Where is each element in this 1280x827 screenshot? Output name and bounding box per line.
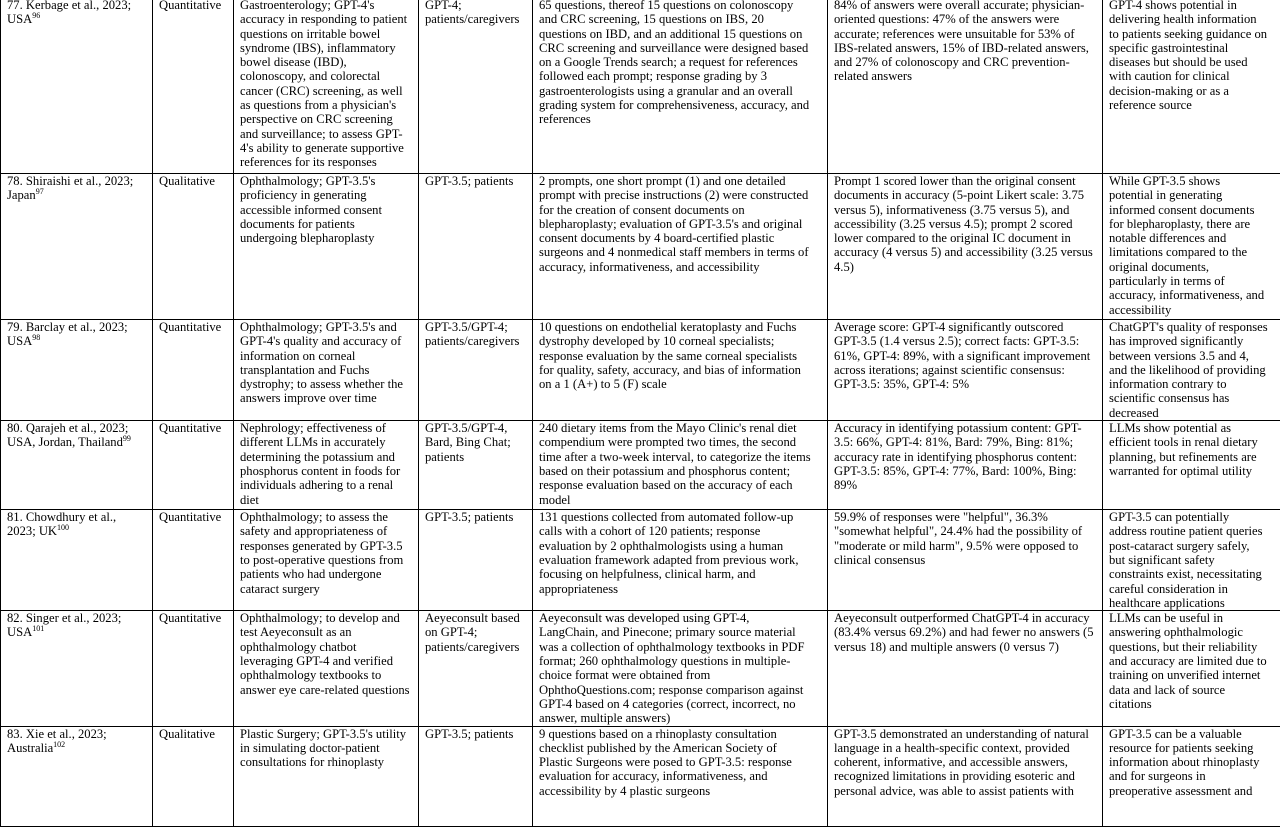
methods-text: 2 prompts, one short prompt (1) and one detailed prompt with precise instructions (2) were constructed for the creation of consent documents on blepharoplasty; evaluation of GPT-3.5's and original consent documents by 4 board-certified plastic surgeons and 4 nonmedical staff members in terms of accuracy, informativeness, and accessibility	[539, 174, 823, 274]
study-text	[7, 727, 148, 756]
methods-cell	[533, 726, 828, 826]
aim-cell	[234, 0, 419, 174]
model-users: GPT-3.5; patients	[425, 174, 528, 188]
table-row	[1, 421, 1280, 510]
type-cell	[153, 510, 234, 611]
study-type: Quantitative	[159, 611, 229, 625]
results-text: GPT-3.5 demonstrated an understanding of natural language in a health-specific context, provided coherent, informative, and accessible answers, recognized limitations in providing esoteric and personal advice, was able to assist patients with	[834, 727, 1098, 798]
table-row	[1, 726, 1280, 826]
study-cell	[1, 611, 153, 726]
study-text	[7, 0, 148, 27]
study-aim: Ophthalmology; to develop and test Aeyeconsult as an ophthalmology chatbot leveraging GPT-4 and verified ophthalmology textbooks to answer eye care-related questions	[240, 611, 414, 697]
study-aim: Ophthalmology; GPT-3.5's and GPT-4's quality and accuracy of information on corneal transplantation and Fuchs dystrophy; to assess whether the answers improve over time	[240, 320, 414, 406]
methods-text: 10 questions on endothelial keratoplasty and Fuchs dystrophy developed by 10 corneal specialists; response evaluation by the same corneal specialists for quality, safety, accuracy, and bias of information on a 1 (A+) to 5 (F) scale	[539, 320, 823, 391]
methods-cell	[533, 421, 828, 510]
table-row	[1, 0, 1280, 174]
results-text: Aeyeconsult outperformed ChatGPT-4 in accuracy (83.4% versus 69.2%) and had fewer no answers (5 versus 18) and multiple answers (0 versus 7)	[834, 611, 1098, 654]
methods-text: 65 questions, thereof 15 questions on colonoscopy and CRC screening, 15 questions on IBS, 20 questions on IBD, and an additional 15 questions on CRC screening and surveillance were designed based on a Google Trends search; a request for references followed each prompt; response grading by 3 gastroenterologists using a granular and an overall grading system for comprehensiveness, accuracy, and references	[539, 0, 823, 127]
model-cell	[419, 0, 533, 174]
table-row	[1, 510, 1280, 611]
results-cell	[828, 0, 1103, 174]
conclusion-text: GPT-3.5 can be a valuable resource for patients seeking information about rhinoplasty and for surgeons in preoperative assessment and	[1109, 727, 1276, 798]
reference-number: 99	[123, 434, 131, 443]
methods-cell	[533, 320, 828, 421]
study-type: Quantitative	[159, 421, 229, 435]
results-cell	[828, 510, 1103, 611]
model-cell	[419, 421, 533, 510]
study-label: 81. Chowdhury et al., 2023; UK	[7, 510, 116, 538]
methods-text: Aeyeconsult was developed using GPT-4, LangChain, and Pinecone; primary source material was a collection of ophthalmology textbooks in PDF format; 260 ophthalmology questions in multiple- choice format were obtained from OphthoQuestions.com; response comparison against GPT-4 based on 4 categories (correct, incorrect, no answer, multiple answers)	[539, 611, 823, 725]
methods-cell	[533, 510, 828, 611]
model-users: GPT-3.5; patients	[425, 727, 528, 741]
study-text	[7, 320, 148, 349]
study-label: 80. Qarajeh et al., 2023; USA, Jordan, Thailand	[7, 421, 128, 449]
methods-text: 240 dietary items from the Mayo Clinic's renal diet compendium were prompted two times, the second time after a two-week interval, to categorize the items based on their potassium and phosphorus content; response evaluation based on the accuracy of each model	[539, 421, 823, 507]
results-text: Accuracy in identifying potassium content: GPT- 3.5: 66%, GPT-4: 81%, Bard: 79%, Bing: 81%; accuracy rate in identifying phosphorus content: GPT-3.5: 85%, GPT-4: 77%, Bard: 100%, Bing: 89%	[834, 421, 1098, 492]
aim-cell	[234, 174, 419, 320]
reference-number: 102	[53, 740, 65, 749]
model-users: GPT-4; patients/caregivers	[425, 0, 528, 27]
study-type: Quantitative	[159, 0, 229, 12]
conclusion-cell	[1103, 0, 1280, 174]
aim-cell	[234, 421, 419, 510]
study-label: 82. Singer et al., 2023; USA	[7, 611, 121, 639]
study-label: 78. Shiraishi et al., 2023; Japan	[7, 174, 133, 202]
study-label: 79. Barclay et al., 2023; USA	[7, 320, 128, 348]
conclusion-cell	[1103, 611, 1280, 726]
study-type: Qualitative	[159, 727, 229, 741]
study-text	[7, 421, 148, 450]
table-row	[1, 174, 1280, 320]
study-text	[7, 611, 148, 640]
study-cell	[1, 0, 153, 174]
type-cell	[153, 421, 234, 510]
conclusion-text: ChatGPT's quality of responses has improved significantly between versions 3.5 and 4, and the likelihood of providing information contrary to scientific consensus has decreased	[1109, 320, 1276, 420]
results-text: Average score: GPT-4 significantly outscored GPT-3.5 (1.4 versus 2.5); correct facts: GPT-3.5: 61%, GPT-4: 89%, with a significant improvement across iterations; against scientific consensus: GPT-3.5: 35%, GPT-4: 5%	[834, 320, 1098, 391]
reference-number: 100	[57, 523, 69, 532]
study-aim: Nephrology; effectiveness of different LLMs in accurately determining the potassium and phosphorus content in foods for individuals adhering to a renal diet	[240, 421, 414, 507]
reference-number: 101	[32, 624, 44, 633]
conclusion-text: LLMs can be useful in answering ophthalmologic questions, but their reliability and accuracy are limited due to training on unverified internet data and lack of source citations	[1109, 611, 1276, 711]
model-cell	[419, 611, 533, 726]
study-label: 83. Xie et al., 2023; Australia	[7, 727, 107, 755]
conclusion-cell	[1103, 174, 1280, 320]
results-text: 59.9% of responses were "helpful", 36.3% "somewhat helpful", 24.4% had the possibility of "moderate or mild harm", 9.5% were opposed to clinical consensus	[834, 510, 1098, 567]
model-cell	[419, 726, 533, 826]
study-aim: Ophthalmology; to assess the safety and appropriateness of responses generated by GPT-3.5 to post-operative questions from patients who had undergone cataract surgery	[240, 510, 414, 596]
conclusion-cell	[1103, 421, 1280, 510]
study-label: 77. Kerbage et al., 2023; USA	[7, 0, 131, 26]
type-cell	[153, 174, 234, 320]
conclusion-text: LLMs show potential as efficient tools in renal dietary planning, but refinements are warranted for optimal utility	[1109, 421, 1276, 478]
study-cell	[1, 510, 153, 611]
results-cell	[828, 174, 1103, 320]
study-cell	[1, 421, 153, 510]
study-aim: Plastic Surgery; GPT-3.5's utility in simulating doctor-patient consultations for rhinoplasty	[240, 727, 414, 770]
type-cell	[153, 320, 234, 421]
methods-cell	[533, 611, 828, 726]
model-users: GPT-3.5; patients	[425, 510, 528, 524]
model-users: GPT-3.5/GPT-4, Bard, Bing Chat; patients	[425, 421, 528, 464]
table-row	[1, 611, 1280, 726]
conclusion-text: GPT-3.5 can potentially address routine patient queries post-cataract surgery safely, but significant safety constraints exist, necessitating careful consideration in healthcare applications	[1109, 510, 1276, 610]
reference-number: 96	[32, 11, 40, 20]
methods-cell	[533, 174, 828, 320]
conclusion-cell	[1103, 320, 1280, 421]
results-cell	[828, 726, 1103, 826]
conclusion-text: GPT-4 shows potential in delivering health information to patients seeking guidance on specific gastrointestinal diseases but should be used with caution for clinical decision-making or as a reference source	[1109, 0, 1276, 112]
study-type: Quantitative	[159, 320, 229, 334]
type-cell	[153, 611, 234, 726]
results-text: 84% of answers were overall accurate; physician- oriented questions: 47% of the answers were accurate; references were unsuitable for 53% of IBS-related answers, 15% of IBD-related answers, and 27% of colonoscopy and CRC prevention- related answers	[834, 0, 1098, 84]
reference-number: 98	[32, 333, 40, 342]
model-cell	[419, 174, 533, 320]
aim-cell	[234, 726, 419, 826]
reference-number: 97	[36, 187, 44, 196]
results-cell	[828, 421, 1103, 510]
study-text	[7, 174, 148, 203]
conclusion-text: While GPT-3.5 shows potential in generating informed consent documents for blepharoplasty, there are notable differences and limitations compared to the original documents, particularly in terms of accuracy, informativeness, and accessibility	[1109, 174, 1276, 317]
conclusion-cell	[1103, 726, 1280, 826]
study-aim: Gastroenterology; GPT-4's accuracy in responding to patient questions on irritable bowel syndrome (IBS), inflammatory bowel disease (IBD), colonoscopy, and colorectal cancer (CRC) screening, as well as questions from a physician's perspective on CRC screening and surveillance; to assess GPT- 4's ability to generate supportive references for its responses	[240, 0, 414, 170]
aim-cell	[234, 611, 419, 726]
model-cell	[419, 510, 533, 611]
model-users: Aeyeconsult based on GPT-4; patients/caregivers	[425, 611, 528, 654]
study-text	[7, 510, 148, 539]
aim-cell	[234, 320, 419, 421]
study-type: Qualitative	[159, 174, 229, 188]
methods-text: 9 questions based on a rhinoplasty consultation checklist published by the American Society of Plastic Surgeons were posed to GPT-3.5: response evaluation for accuracy, informativeness, and accessibility by 4 plastic surgeons	[539, 727, 823, 798]
results-cell	[828, 320, 1103, 421]
study-type: Quantitative	[159, 510, 229, 524]
model-users: GPT-3.5/GPT-4; patients/caregivers	[425, 320, 528, 349]
methods-cell	[533, 0, 828, 174]
aim-cell	[234, 510, 419, 611]
type-cell	[153, 0, 234, 174]
table-row	[1, 320, 1280, 421]
study-aim: Ophthalmology; GPT-3.5's proficiency in generating accessible informed consent documents for patients undergoing blepharoplasty	[240, 174, 414, 245]
results-cell	[828, 611, 1103, 726]
methods-text: 131 questions collected from automated follow-up calls with a cohort of 120 patients; response evaluation by 2 ophthalmologists using a human evaluation framework adapted from previous work, focusing on helpfulness, clinical harm, and appropriateness	[539, 510, 823, 596]
study-cell	[1, 320, 153, 421]
results-text: Prompt 1 scored lower than the original consent documents in accuracy (5-point Likert scale: 3.75 versus 5), informativeness (3.75 versus 5), and accessibility (3.25 versus 4.5); prompt 2 scored lower compared to the original IC document in accuracy (4 versus 5) and accessibility (3.25 versus 4.5)	[834, 174, 1098, 274]
study-cell	[1, 174, 153, 320]
type-cell	[153, 726, 234, 826]
model-cell	[419, 320, 533, 421]
conclusion-cell	[1103, 510, 1280, 611]
study-cell	[1, 726, 153, 826]
